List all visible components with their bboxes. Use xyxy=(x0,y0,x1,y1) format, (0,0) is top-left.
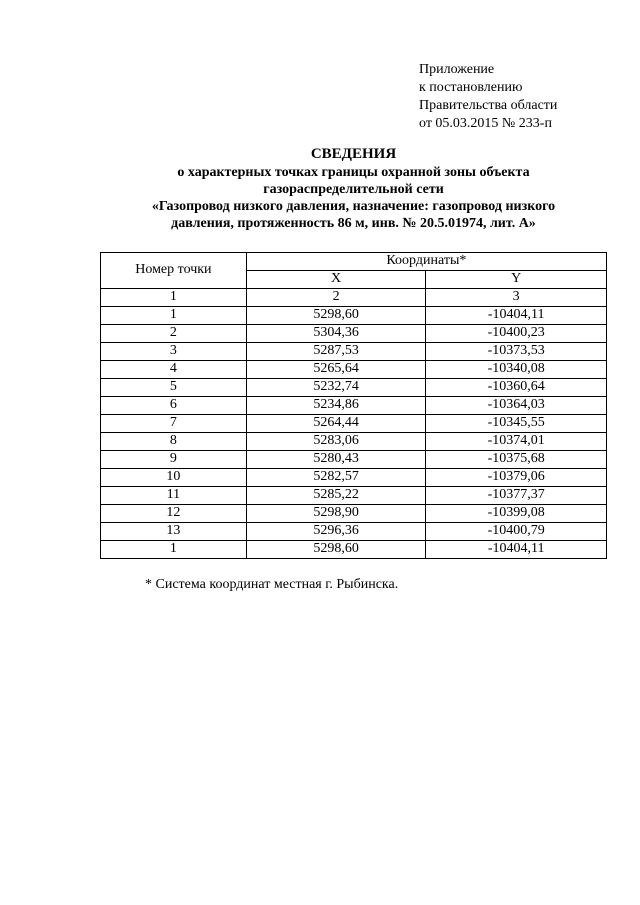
y-coordinate-cell: -10400,79 xyxy=(426,523,607,541)
y-coordinate-cell: -10373,53 xyxy=(426,343,607,361)
y-coordinate-cell: -10364,03 xyxy=(426,397,607,415)
point-number-cell: 2 xyxy=(101,325,247,343)
y-coordinate-cell: -10375,68 xyxy=(426,451,607,469)
point-number-cell: 11 xyxy=(101,487,247,505)
document-heading xyxy=(100,146,607,232)
heading-line: о характерных точках границы охранной зоны объекта xyxy=(177,165,530,180)
appendix-block xyxy=(419,61,557,133)
table-row xyxy=(101,523,607,541)
heading-line: «Газопровод низкого давления, назначение: газопровод низкого xyxy=(151,199,556,214)
y-coordinate-cell: -10360,64 xyxy=(426,379,607,397)
column-number-row xyxy=(101,289,607,307)
x-coordinate-cell: 5285,22 xyxy=(246,487,426,505)
y-coordinate-cell: -10374,01 xyxy=(426,433,607,451)
header-x: X xyxy=(246,271,426,289)
table-row xyxy=(101,325,607,343)
table-row xyxy=(101,415,607,433)
x-coordinate-cell: 5283,06 xyxy=(246,433,426,451)
point-number-cell: 10 xyxy=(101,469,247,487)
y-coordinate-cell: -10404,11 xyxy=(426,541,607,559)
heading-line: газораспределительной сети xyxy=(263,182,444,197)
y-coordinate-cell: -10404,11 xyxy=(426,307,607,325)
column-number: 1 xyxy=(101,289,247,307)
table-row xyxy=(101,505,607,523)
appendix-line: от 05.03.2015 № 233-п xyxy=(419,116,552,131)
y-coordinate-cell: -10399,08 xyxy=(426,505,607,523)
table-row xyxy=(101,361,607,379)
x-coordinate-cell: 5304,36 xyxy=(246,325,426,343)
appendix-line: к постановлению xyxy=(419,80,523,95)
appendix-line: Приложение xyxy=(419,62,495,77)
point-number-cell: 4 xyxy=(101,361,247,379)
table-row xyxy=(101,451,607,469)
point-number-cell: 1 xyxy=(101,541,247,559)
x-coordinate-cell: 5298,90 xyxy=(246,505,426,523)
y-coordinate-cell: -10377,37 xyxy=(426,487,607,505)
header-point-number: Номер точки xyxy=(101,253,247,289)
x-coordinate-cell: 5265,64 xyxy=(246,361,426,379)
coordinates-table xyxy=(100,252,607,559)
y-coordinate-cell: -10400,23 xyxy=(426,325,607,343)
table-row xyxy=(101,307,607,325)
x-coordinate-cell: 5296,36 xyxy=(246,523,426,541)
point-number-cell: 8 xyxy=(101,433,247,451)
column-number: 3 xyxy=(426,289,607,307)
y-coordinate-cell: -10379,06 xyxy=(426,469,607,487)
x-coordinate-cell: 5298,60 xyxy=(246,541,426,559)
point-number-cell: 9 xyxy=(101,451,247,469)
table-row xyxy=(101,469,607,487)
column-number: 2 xyxy=(246,289,426,307)
y-coordinate-cell: -10345,55 xyxy=(426,415,607,433)
footnote: * Система координат местная г. Рыбинска. xyxy=(145,577,399,592)
document-title: СВЕДЕНИЯ xyxy=(310,146,397,162)
x-coordinate-cell: 5282,57 xyxy=(246,469,426,487)
table-row xyxy=(101,541,607,559)
x-coordinate-cell: 5280,43 xyxy=(246,451,426,469)
table-row xyxy=(101,433,607,451)
table-row xyxy=(101,343,607,361)
appendix-line: Правительства области xyxy=(419,98,558,113)
table-header-row xyxy=(101,253,607,271)
x-coordinate-cell: 5264,44 xyxy=(246,415,426,433)
point-number-cell: 1 xyxy=(101,307,247,325)
point-number-cell: 12 xyxy=(101,505,247,523)
table-row xyxy=(101,397,607,415)
point-number-cell: 5 xyxy=(101,379,247,397)
point-number-cell: 6 xyxy=(101,397,247,415)
point-number-cell: 13 xyxy=(101,523,247,541)
x-coordinate-cell: 5298,60 xyxy=(246,307,426,325)
header-y: Y xyxy=(426,271,607,289)
x-coordinate-cell: 5234,86 xyxy=(246,397,426,415)
heading-line: давления, протяженность 86 м, инв. № 20.5.01974, лит. А» xyxy=(171,216,536,231)
x-coordinate-cell: 5232,74 xyxy=(246,379,426,397)
y-coordinate-cell: -10340,08 xyxy=(426,361,607,379)
table-row xyxy=(101,487,607,505)
table-row xyxy=(101,379,607,397)
header-coordinates: Координаты* xyxy=(246,253,606,271)
point-number-cell: 7 xyxy=(101,415,247,433)
point-number-cell: 3 xyxy=(101,343,247,361)
x-coordinate-cell: 5287,53 xyxy=(246,343,426,361)
